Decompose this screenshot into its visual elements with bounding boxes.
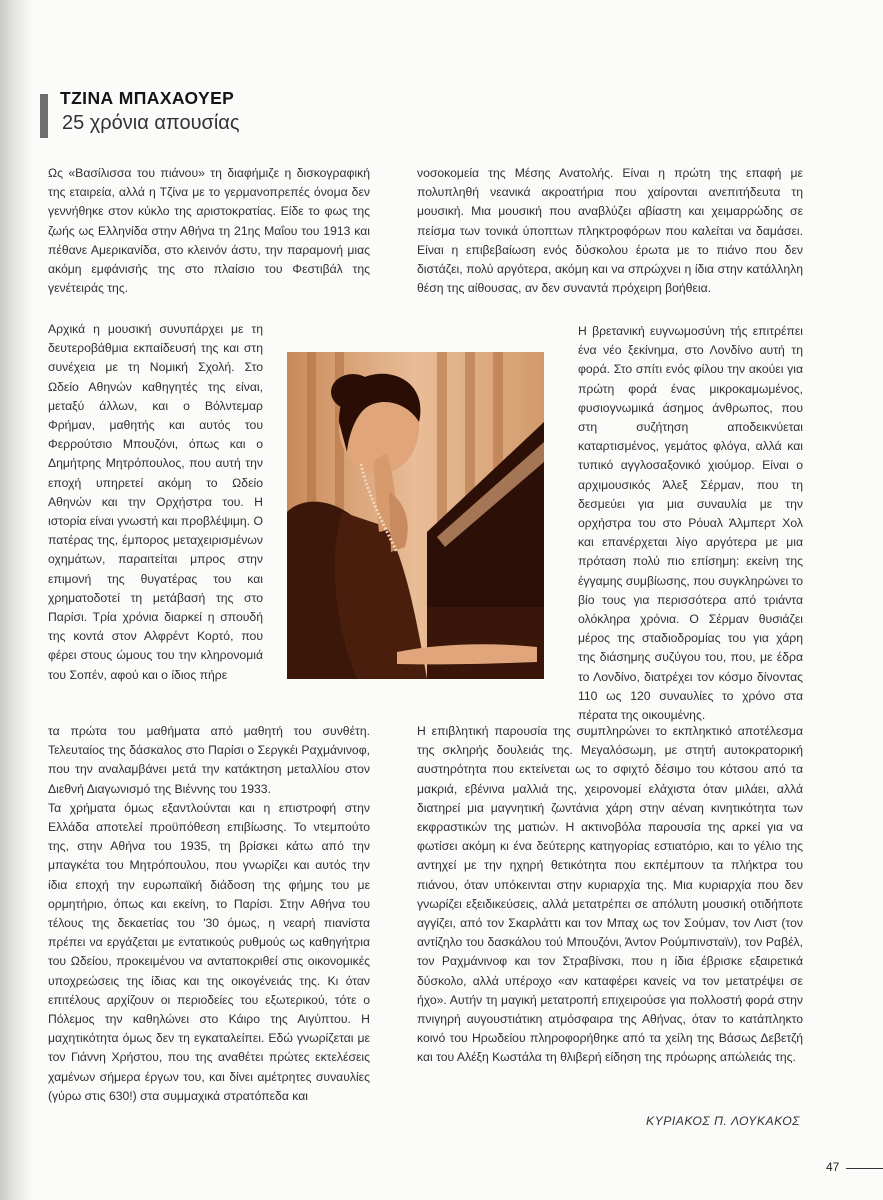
page-number: 47 <box>826 1160 840 1174</box>
article-subtitle: 25 χρόνια απουσίας <box>62 112 240 134</box>
column-right-bottom <box>417 722 803 1068</box>
paragraph: Αρχικά η μουσική συνυπάρχει με τη δευτεροβάθμια εκπαίδευσή της και στη συνέχεια με τη Νομική Σχολή. Στο Ωδείο Αθηνών καθηγητές της είναι, μεταξύ άλλων, και ο Βόλντεμαρ Φρήμαν, μαθητής και αυτός του Φερρούτσιο Μπουζόνι, όπως και ο Δημήτρης Μητρόπουλος, που αυτή την εποχή υπηρετεί ακόμη το Ωδείο Αθηνών και την Ορχήστρα του. Η ιστορία είναι γνωστή και προβλέψιμη. Ο πατέρας της, έμπορος μεταχειρισμένων οχημάτων, παραιτείται μπρος στην επιμονή της θυγατέρας του και χρηματοδοτεί τη μετάβασή της στο Παρίσι. Τρία χρόνια διαρκεί η σπουδή της κοντά στον Αλφρέντ Κορτό, που φέρει στους ώμους του την κληρονομιά του Σοπέν, αφού και ο ίδιος πήρε <box>48 322 263 682</box>
column-right-wrap <box>578 322 803 725</box>
article-title: ΤΖΙΝΑ ΜΠΑΧΑΟΥΕΡ <box>60 88 235 108</box>
paragraph: νοσοκομεία της Μέσης Ανατολής. Είναι η πρώτη της επαφή με πολυπληθή νεανικά ακροατήρια που χαίρονται ανεπιτήδευτα τη μουσική. Μια μουσική που αναβλύζει αβίαστη και χειμαρρώδης σε πείσμα των τονικά ύποπτων πληκτροφόρων που καλείται να δαμάσει. Είναι η επιβεβαίωση ενός δύσκολου έρωτα με το πιάνο που δεν διστάζει, πολύ αργότερα, ακόμη και να σπρώχνει η ίδια στην κατάλληλη θέση της αίθουσας, αν δεν συναντά πρόχειρη βοήθεια. <box>417 166 803 296</box>
author-byline: ΚΥΡΙΑΚΟΣ Π. ΛΟΥΚΑΚΟΣ <box>645 1114 800 1128</box>
paragraph: τα πρώτα του μαθήματα από μαθητή του συνθέτη. Τελευταίος της δάσκαλος στο Παρίσι ο Σεργκέι Ραχμάνινοφ, που την αναλαμβάνει μετά την κατάκτηση μεταλλίου στον Διεθνή Διαγωνισμό της Βιέννης του 1933. <box>48 724 370 796</box>
column-left-wrap <box>48 320 263 685</box>
header-accent-bar <box>40 94 48 138</box>
page-spine-shadow <box>0 0 34 1200</box>
article-header <box>40 88 440 142</box>
paragraph: Τα χρήματα όμως εξαντλούνται και η επιστροφή στην Ελλάδα αποτελεί προϋπόθεση επιβίωσης. Το ντεμπούτο της, στην Αθήνα του 1935, τη βρίσκει κάτω από την μπαγκέτα του Μητρόπουλου, που γνωρίζει και αυτός την ίδια εποχή την ευρωπαϊκή διάδοση της φήμης του με ορμητήριο, όπως και εκείνη, το Παρίσι. Στην Αθήνα του τέλους της δεκαετίας του '30 όμως, η νεαρή πιανίστα πρέπει να εργάζεται με εντατικούς ρυθμούς ως καθηγήτρια του Ωδείου, προκειμένου να ανταποκριθεί στις οικονομικές υποχρεώσεις της ίδιας και της οικογένειάς της. Κι όταν επιτέλους αρχίζουν οι περιοδείες του εξωτερικού, τότε ο Πόλεμος την καθηλώνει στο Κάιρο της Αιγύπτου. Η μαχητικότητα όμως δεν τη εγκαταλείπει. Εδώ γνωρίζεται με τον Γιάννη Χρήστου, που της αναθέτει πρώτες εκτελέσεις χαμένων σήμερα έργων του, και δίνει αμέτρητες συναυλίες (γύρω στις 630!) στα συμμαχικά στρατόπεδα και <box>48 800 370 1103</box>
column-left-bottom <box>48 722 370 1106</box>
portrait-photo-icon <box>287 352 544 679</box>
paragraph: Ως «Βασίλισσα του πιάνου» τη διαφήμιζε η δισκογραφική της εταιρεία, αλλά η Τζίνα με το γερμανοπρεπές όνομα δεν γεννήθηκε στον κύκλο της αριστοκρατίας. Είδε το φως της ζωής ως Ελληνίδα στην Αθήνα τη 21ης Μαΐου του 1913 και πέθανε Αμερικανίδα, στο κλεινόν άστυ, την παραμονή μιας ακόμη εμφάνισής της στο πλαίσιο του Φεστιβάλ της γενέτειράς της. <box>48 166 370 296</box>
column-right-top <box>417 164 803 298</box>
paragraph: Η επιβλητική παρουσία της συμπληρώνει το εκπληκτικό αποτέλεσμα της σκληρής δουλειάς της. Μεγαλόσωμη, με στητή αυτοκρατορική αυστηρότητα που εκτείνεται ως το σφιχτό δέσιμο του κότσου από τα μακριά, εβένινα μαλλιά της, χειρονομεί ελάχιστα όταν μιλάει, αλλά διατηρεί μια μαγνητική ζωντάνια χάρη στην αέναη κινητικότητα των εκφραστικών της ματιών. Η ακτινοβόλα παρουσία της αρκεί για να φωτίσει ακόμη κι ένα δεύτερης κατηγορίας εστιατόριο, και το γέλιο της αντηχεί με την ηχηρή θετικότητα που εκπέμπουν τα πλήκτρα του πιάνου, όταν υπόκεινται στην κυριαρχία της. Μια κυριαρχία που δεν γνωρίζει εξειδικεύσεις, αλλά μετατρέπει σε απόλυτη μουσική οτιδήποτε αγγίζει, από τον Σκαρλάττι και τον Μπαχ ως τον Σούμαν, τον Λιστ (τον αντίζηλο του δασκάλου τού Μπουζόνι, Άντον Ρούμπινσταϊν), τον Ραβέλ, τον Ραχμάνινοφ και τον Στραβίνσκι, που η ίδια έβρισκε εξαιρετικά δύσκολο, αλλά υπέροχο «αν καταφέρει κανείς να τον μετατρέψει σε ήχο». Αυτήν τη μαγική μετατροπή επιχειρούσε για πολλοστή φορά στην πνιγηρή αυγουστιάτικη ατμόσφαιρα της Αθήνας, όταν το κατάπληκτο κοινό του Ηρωδείου πληροφορήθηκε από τα χείλη της Βάσως Δεβετζή και του Αλέξη Κωστάλα τη θλιβερή είδηση της πρόωρης απώλειάς της. <box>417 724 803 1065</box>
paragraph: Η βρετανική ευγνωμοσύνη τής επιτρέπει ένα νέο ξεκίνημα, στο Λονδίνο αυτή τη φορά. Στο σπίτι ενός φίλου την ακούει για πρώτη φορά ένας μικροκαμωμένος, φυσιογνωμικά άσημος άνθρωπος, που στη συζήτηση αποδεικνύεται καταρτισμένος, γεμάτος φλόγα, αλλά και τυπικό αγγλοσαξονικό χιούμορ. Είναι ο αρχιμουσικός Άλεξ Σέρμαν, που τη δεσμεύει για μια συναυλία με την ορχήστρα του στο Ρόυαλ Άλμπερτ Χολ και επανέρχεται λίγο αργότερα με μια πρόταση πολύ πιο επίσημη: εκείνη της έγγαμης συμβίωσης, που συγκληρώνει το βίο τους για περισσότερα από τριάντα ολόκληρα χρόνια. Ο Σέρμαν θυσιάζει μέρος της σταδιοδρομίας του για χάρη της διάσημης συζύγου του, που, με έδρα το Λονδίνο, διατρέχει τον κόσμο δίνοντας 110 ως 120 συναυλίες το χρόνο στα πέρατα της οικουμένης. <box>578 324 803 723</box>
column-left-top <box>48 164 370 298</box>
page-number-rule <box>846 1168 883 1169</box>
